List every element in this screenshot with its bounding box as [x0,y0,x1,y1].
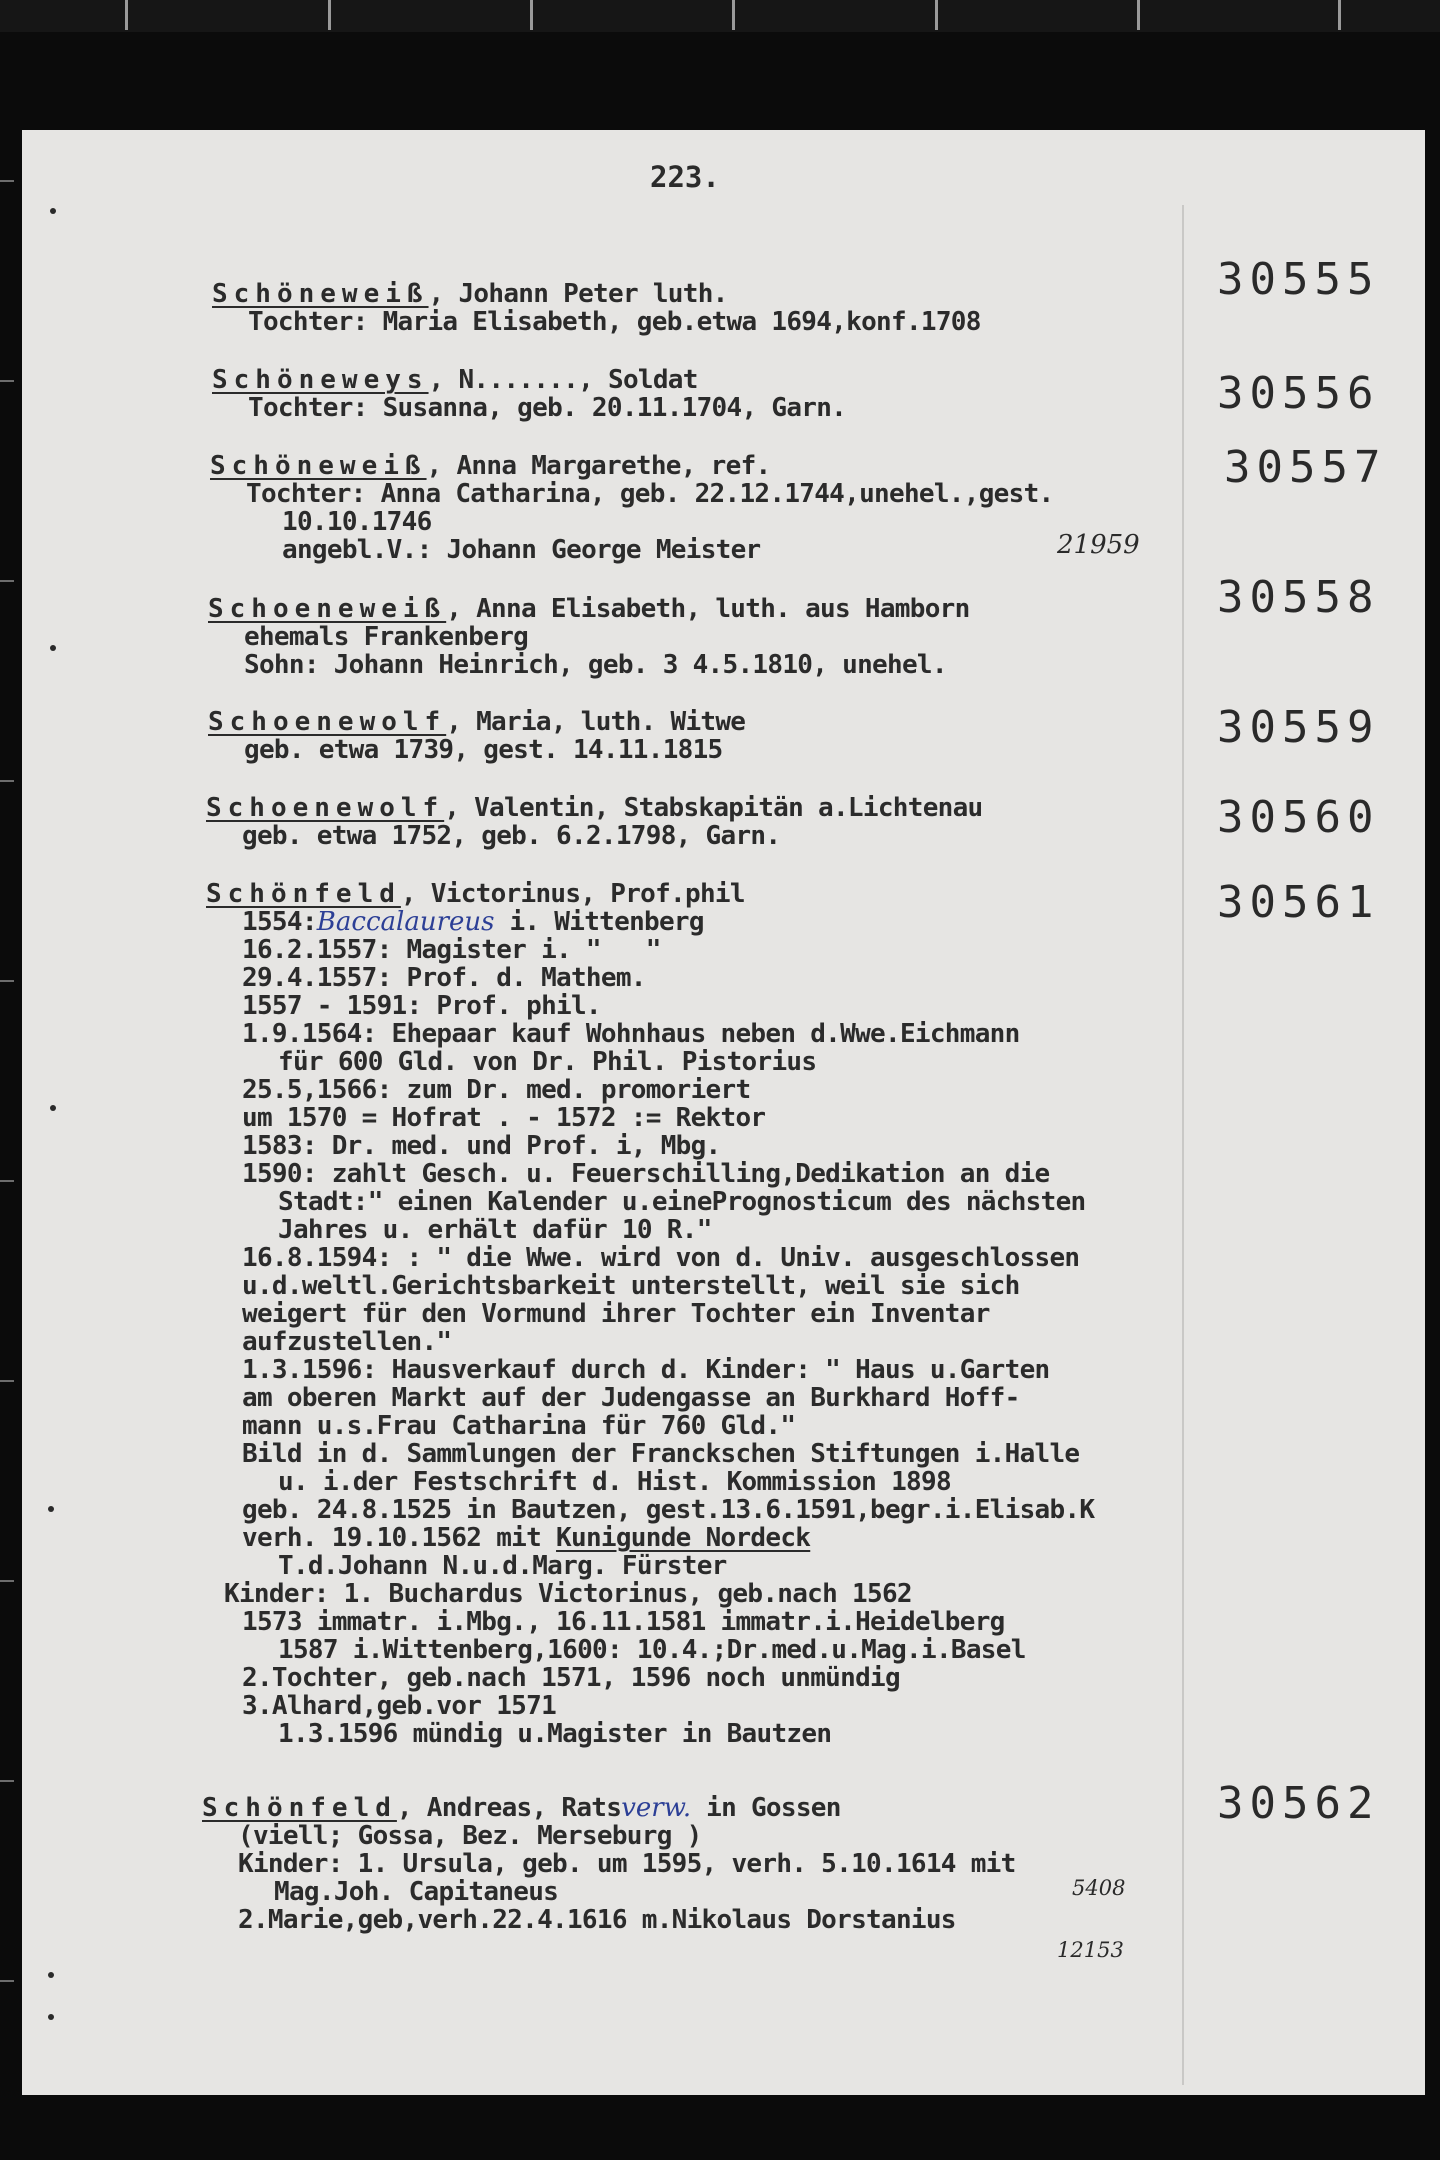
record-entry [202,1794,1242,1934]
edge-mark [0,1380,14,1382]
edge-mark [0,780,14,782]
entry-line: 2.Marie,geb,verh.22.4.1616 m.Nikolaus Dorstanius [238,1905,956,1935]
record-entry [206,880,1246,1748]
scanner-top-bar [0,0,1440,32]
record-entry [212,366,1252,422]
ruler-tick [328,0,331,30]
handwritten-insert: Baccalaureus [316,907,495,937]
punch-hole-dot [48,1506,54,1512]
entry-line: 16.8.1594: : " die Wwe. wird von d. Univ. ausgeschlossen [242,1243,1080,1273]
entry-line: Schöneweys, N......., Soldat [212,365,698,395]
edge-mark [0,980,14,982]
entry-surname: Schöneweiß [210,451,427,481]
document-page [22,130,1425,2095]
entry-line: 16.2.1557: Magister i. " " [242,935,661,965]
entry-line: Schoenewolf, Valentin, Stabskapitän a.Lichtenau [206,793,983,823]
record-entry [208,595,1248,679]
punch-hole-dot [50,1105,56,1111]
entry-line: (viell; Gossa, Bez. Merseburg ) [238,1821,702,1851]
entry-line: Tochter: Susanna, geb. 20.11.1704, Garn. [248,393,847,423]
ruler-tick [1137,0,1140,30]
entry-line: geb. 24.8.1525 in Bautzen, gest.13.6.1591,begr.i.Elisab.K [242,1495,1095,1525]
record-number: 30558 [1217,572,1380,623]
handwritten-annotation: 5408 [1072,1876,1126,1900]
edge-mark [0,180,14,182]
entry-line: ehemals Frankenberg [244,622,529,652]
handwritten-insert: verw. [621,1793,692,1823]
ruler-tick [530,0,533,30]
entry-surname: Schöneweiß [212,279,429,309]
entry-line: T.d.Johann N.u.d.Marg. Fürster [278,1551,727,1581]
entry-line: Mag.Joh. Capitaneus [274,1877,559,1907]
entry-line: weigert für den Vormund ihrer Tochter ein Inventar [242,1299,990,1329]
entry-line: 10.10.1746 [282,507,432,537]
entry-line: Tochter: Maria Elisabeth, geb.etwa 1694,konf.1708 [248,307,981,337]
entry-line: 25.5,1566: zum Dr. med. promoriert [242,1075,751,1105]
entry-line: um 1570 = Hofrat . - 1572 := Rektor [242,1103,766,1133]
edge-mark [0,1780,14,1782]
record-number: 30562 [1217,1778,1380,1829]
entry-line: 1590: zahlt Gesch. u. Feuerschilling,Dedikation an die [242,1159,1050,1189]
ruler-tick [935,0,938,30]
page-number: 223. [650,160,720,194]
entry-line: Stadt:" einen Kalender u.einePrognosticum des nächsten [278,1187,1086,1217]
entry-line: u. i.der Festschrift d. Hist. Kommission 1898 [278,1467,951,1497]
entry-line: 1.3.1596: Hausverkauf durch d. Kinder: " Haus u.Garten [242,1355,1050,1385]
ruler-tick [125,0,128,30]
entry-line: 1.3.1596 mündig u.Magister in Bautzen [278,1719,832,1749]
edge-mark [0,380,14,382]
entry-line: mann u.s.Frau Catharina für 760 Gld." [242,1411,796,1441]
spouse-name: Kunigunde Nordeck [556,1523,811,1553]
entry-line: Schoeneweiß, Anna Elisabeth, luth. aus Hamborn [208,594,970,624]
punch-hole-dot [48,1972,54,1978]
entry-line: 1.9.1564: Ehepaar kauf Wohnhaus neben d.Wwe.Eichmann [242,1019,1020,1049]
record-entry [212,280,1252,336]
entry-line: für 600 Gld. von Dr. Phil. Pistorius [278,1047,817,1077]
record-entry [206,794,1246,850]
ruler-tick [1338,0,1341,30]
punch-hole-dot [50,645,56,651]
edge-mark [0,1180,14,1182]
entry-line: Sohn: Johann Heinrich, geb. 3 4.5.1810, unehel. [244,650,947,680]
record-number: 30555 [1217,254,1380,305]
entry-line: Kinder: 1. Buchardus Victorinus, geb.nach 1562 [224,1579,912,1609]
entry-line: 1583: Dr. med. und Prof. i, Mbg. [242,1131,721,1161]
entry-line: Schöneweiß, Anna Margarethe, ref. [210,451,771,481]
record-number: 30557 [1224,442,1387,493]
entry-surname: Schoeneweiß [208,594,447,624]
entry-line: Tochter: Anna Catharina, geb. 22.12.1744,unehel.,gest. [246,479,1054,509]
entry-surname: Schoenewolf [208,707,447,737]
ruler-tick [732,0,735,30]
entry-line: u.d.weltl.Gerichtsbarkeit unterstellt, weil sie sich [242,1271,1020,1301]
entry-line: 29.4.1557: Prof. d. Mathem. [242,963,646,993]
entry-line: 1554:Baccalaureus i. Wittenberg [242,907,704,937]
entry-line: 2.Tochter, geb.nach 1571, 1596 noch unmündig [242,1663,900,1693]
entry-line: 1573 immatr. i.Mbg., 16.11.1581 immatr.i.Heidelberg [242,1607,1005,1637]
entry-surname: Schönfeld [202,1793,397,1823]
entry-line: Schönfeld, Andreas, Ratsverw. in Gossen [202,1793,841,1823]
record-number: 30560 [1217,792,1380,843]
entry-line: 1557 - 1591: Prof. phil. [242,991,601,1021]
record-number: 30561 [1217,877,1380,928]
edge-mark [0,1580,14,1582]
entry-line: 3.Alhard,geb.vor 1571 [242,1691,557,1721]
entry-line: Schönfeld, Victorinus, Prof.phil [206,879,745,909]
entry-line: Kinder: 1. Ursula, geb. um 1595, verh. 5.10.1614 mit [238,1849,1016,1879]
entry-line: aufzustellen." [242,1327,452,1357]
handwritten-annotation: 12153 [1057,1938,1124,1962]
entry-surname: Schoenewolf [206,793,445,823]
entry-line: Schöneweiß, Johann Peter luth. [212,279,728,309]
entry-line: Jahres u. erhält dafür 10 R." [278,1215,712,1245]
punch-hole-dot [48,2014,54,2020]
entry-line: Schoenewolf, Maria, luth. Witwe [208,707,746,737]
punch-hole-dot [50,208,56,214]
entry-line: Bild in d. Sammlungen der Franckschen Stiftungen i.Halle [242,1439,1080,1469]
entry-line: geb. etwa 1752, geb. 6.2.1798, Garn. [242,821,781,851]
entry-line: angebl.V.: Johann George Meister [282,535,761,565]
entry-line: am oberen Markt auf der Judengasse an Burkhard Hoff- [242,1383,1020,1413]
edge-mark [0,580,14,582]
entry-line: 1587 i.Wittenberg,1600: 10.4.;Dr.med.u.Mag.i.Basel [278,1635,1026,1665]
entry-surname: Schönfeld [206,879,401,909]
record-number: 30556 [1217,368,1380,419]
record-entry [208,708,1248,764]
edge-mark [0,1980,14,1982]
entry-surname: Schöneweys [212,365,429,395]
record-number: 30559 [1217,702,1380,753]
entry-line: verh. 19.10.1562 mit Kunigunde Nordeck [242,1523,811,1553]
handwritten-annotation: 21959 [1057,530,1140,560]
entry-line: geb. etwa 1739, gest. 14.11.1815 [244,735,723,765]
